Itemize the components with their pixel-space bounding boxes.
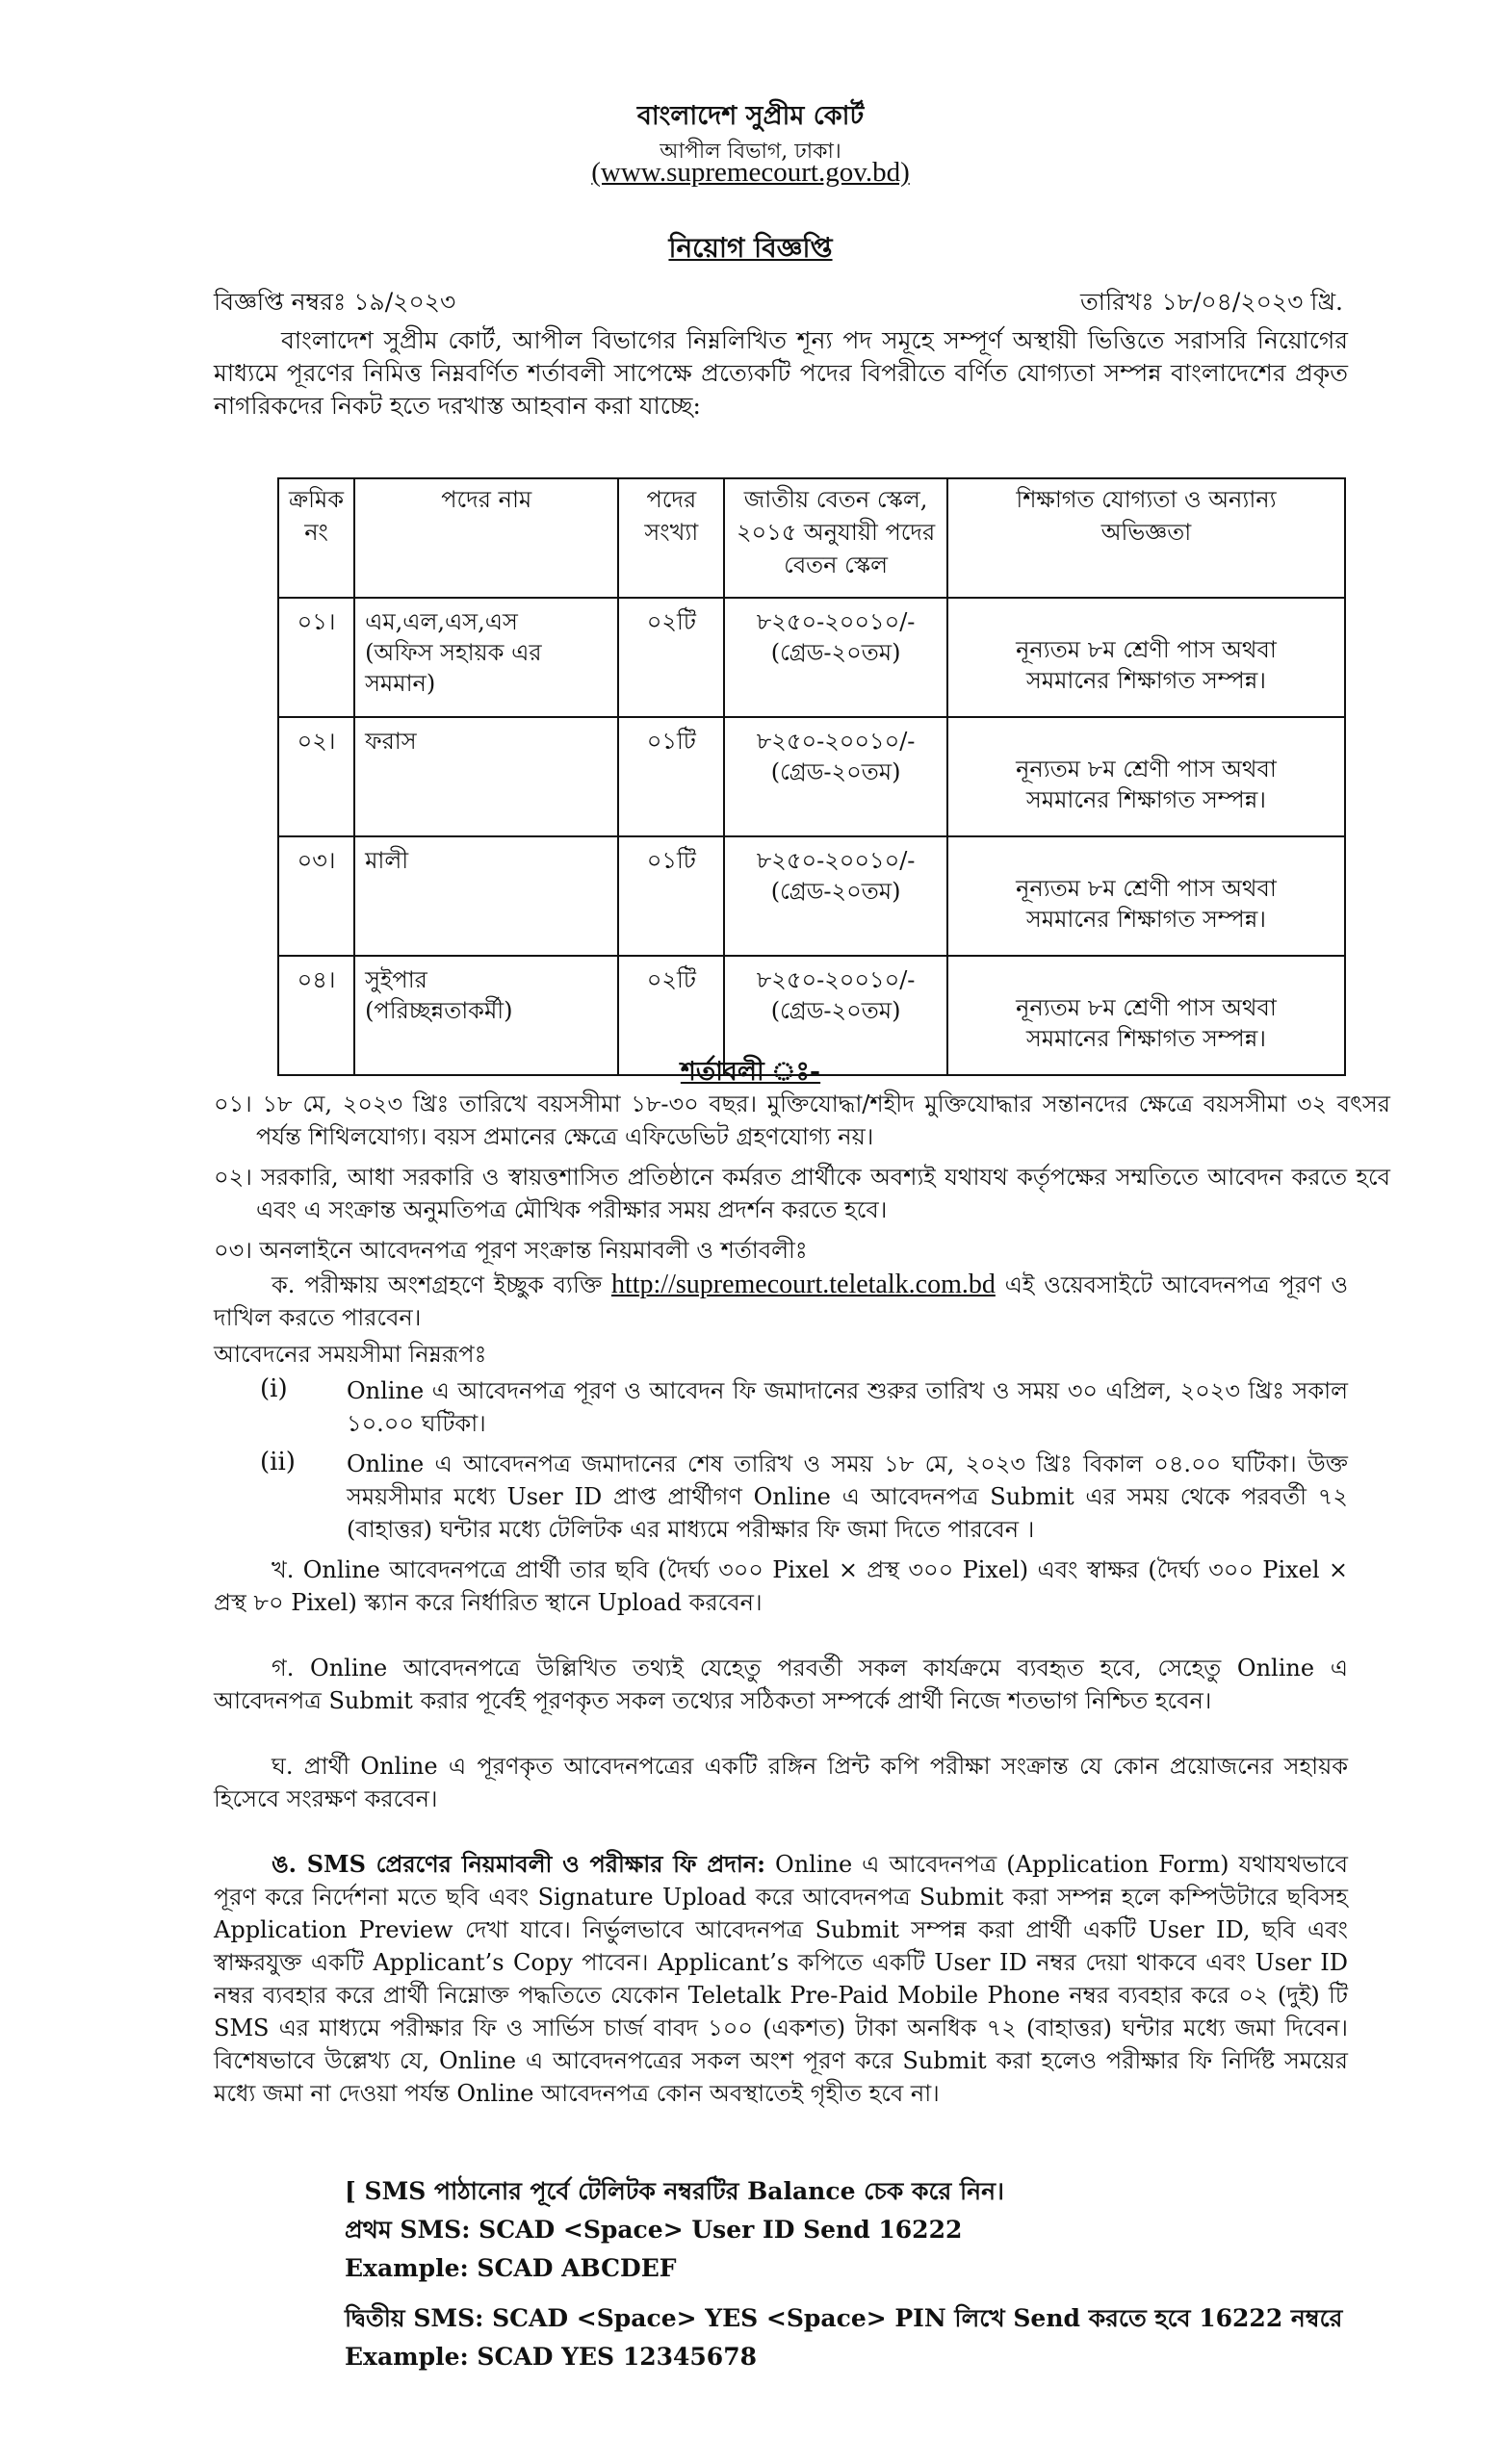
col-post: পদের নাম	[354, 478, 618, 598]
cell-scale: ৮২৫০-২০০১০/- (গ্রেড-২০তম)	[724, 956, 947, 1075]
col-serial: ক্রমিক নং	[278, 478, 354, 598]
cell-count: ০১টি	[618, 717, 724, 836]
table-row	[278, 717, 1345, 836]
vacancy-table	[277, 477, 1346, 1076]
item-i-text: Online এ আবেদনপত্র পূরণ ও আবেদন ফি জমাদানের শুরুর তারিখ ও সময় ৩০ এপ্রিল, ২০২৩ খ্রিঃ সকাল ১০.০০ ঘটিকা।	[347, 1377, 1348, 1437]
division-name: আপীল বিভাগ, ঢাকা।	[660, 140, 841, 164]
condition-ga: গ. Online আবেদনপত্রে উল্লিখিত তথ্যই যেহেতু পরবর্তী সকল কার্যক্রমে ব্যবহৃত হবে, সেহেতু Online এ আবেদনপত্র Submit করার পূর্বেই পূরণকৃত সকল তথ্যের সঠিকতা সম্পর্কে প্রার্থী নিজে শতভাগ নিশ্চিত হবেন।	[214, 1655, 1348, 1714]
table-row	[278, 836, 1345, 956]
cell-count: ০২টি	[618, 956, 724, 1075]
condition-kha: খ. Online আবেদনপত্রে প্রার্থী তার ছবি (দৈর্ঘ্য ৩০০ Pixel × প্রস্থ ৩০০ Pixel) এবং স্বাক্ষর (দৈর্ঘ্য ৩০০ Pixel × প্রস্থ ৮০ Pixel) স্ক্যান করে নির্ধারিত স্থানে Upload করবেন।	[214, 1556, 1348, 1616]
cell-qualification: নূন্যতম ৮ম শ্রেণী পাস অথবা সমমানের শিক্ষাগত সম্পন্ন।	[947, 836, 1345, 956]
cell-qualification: নূন্যতম ৮ম শ্রেণী পাস অথবা সমমানের শিক্ষাগত সম্পন্ন।	[947, 717, 1345, 836]
intro-paragraph	[214, 324, 1348, 423]
cell-scale: ৮২৫০-২০০১০/- (গ্রেড-২০তম)	[724, 598, 947, 717]
condition-gha: ঘ. প্রার্থী Online এ পূরণকৃত আবেদনপত্রের একটি রঙ্গিন প্রিন্ট কপি পরীক্ষা সংক্রান্ত যে কোন প্রয়োজনের সহায়ক হিসেবে সংরক্ষণ করবেন।	[214, 1753, 1348, 1812]
cell-serial: ০৪।	[278, 956, 354, 1075]
apply-url-link[interactable]: http://supremecourt.teletalk.com.bd	[610, 1270, 996, 1299]
cell-post: সুইপার (পরিচ্ছন্নতাকর্মী)	[354, 956, 618, 1075]
condition-1: ০১। ১৮ মে, ২০২৩ খ্রিঃ তারিখে বয়সসীমা ১৮-৩০ বছর। মুক্তিযোদ্ধা/শহীদ মুক্তিযোদ্ধার সন্তানদের ক্ষেত্রে বয়সসীমা ৩২ বৎসর পর্যন্ত শিথিলযোগ্য। বয়স প্রমানের ক্ষেত্রে এফিডেভিট গ্রহণযোগ্য নয়।	[214, 1091, 1390, 1150]
website	[0, 157, 1501, 189]
cell-count: ০২টি	[618, 598, 724, 717]
timeline-label: আবেদনের সময়সীমা নিম্নরূপঃ	[214, 1341, 487, 1368]
item-i-label: (i)	[260, 1374, 288, 1403]
cell-scale: ৮২৫০-২০০১০/- (গ্রেড-২০তম)	[724, 717, 947, 836]
cell-serial: ০৩।	[278, 836, 354, 956]
uma-heading: ঙ. SMS প্রেরণের নিয়মাবলী ও পরীক্ষার ফি প্রদান:	[272, 1850, 765, 1878]
condition-ka: ক. পরীক্ষায় অংশগ্রহণে ইচ্ছুক ব্যক্তি http://supremecourt.teletalk.com.bd এই ওয়েবসাইটে আবেদনপত্র পূরণ ও দাখিল করতে পারবেন।	[214, 1270, 1349, 1331]
col-qualification: শিক্ষাগত যোগ্যতা ও অন্যান্য অভিজ্ঞতা	[947, 478, 1345, 598]
title-text: নিয়োগ বিজ্ঞপ্তি	[668, 232, 833, 264]
sms-second: দ্বিতীয় SMS: SCAD <Space> YES <Space> PIN লিখে Send করতে হবে 16222 নম্বরে	[345, 2304, 1343, 2332]
cell-post: ফরাস	[354, 717, 618, 836]
table-header-row	[278, 478, 1345, 598]
website-link[interactable]: (www.supremecourt.gov.bd)	[591, 157, 910, 188]
sms-example-1: Example: SCAD ABCDEF	[345, 2254, 677, 2282]
page-title	[0, 227, 1501, 272]
col-scale: জাতীয় বেতন স্কেল, ২০১৫ অনুযায়ী পদের বেতন স্কেল	[724, 478, 947, 598]
condition-uma	[214, 1848, 1348, 2110]
uma-body: Online এ আবেদনপত্র (Application Form) যথাযথভাবে পূরণ করে নির্দেশনা মতে ছবি এবং Signature Upload করে আবেদনপত্র Submit করা সম্পন্ন হলে কম্পিউটারে ছবিসহ Application Preview দেখা যাবে। নির্ভুলভাবে আবেদনপত্র Submit সম্পন্ন করা প্রার্থী একটি User ID, ছবি এবং স্বাক্ষরযুক্ত একটি Applicant’s Copy পাবেন। Applicant’s কপিতে একটি User ID নম্বর দেয়া থাকবে এবং User ID নম্বর ব্যবহার করে প্রার্থী নিম্নোক্ত পদ্ধতিতে যেকোন Teletalk Pre-Paid Mobile Phone নম্বর ব্যবহার করে ০২ (দুই) টি SMS এর মাধ্যমে পরীক্ষার ফি ও সার্ভিস চার্জ বাবদ ১০০ (একশত) টাকা অনধিক ৭২ (বাহাত্তর) ঘন্টার মধ্যে জমা দিবেন। বিশেষভাবে উল্লেখ্য যে, Online এ আবেদনপত্রের সকল অংশ পূরণ করে Submit করা হলেও পরীক্ষার ফি নির্দিষ্ট সময়ের মধ্যে জমা না দেওয়া পর্যন্ত Online আবেদনপত্র কোন অবস্থাতেই গৃহীত হবে না।	[214, 1851, 1349, 2107]
cell-count: ০১টি	[618, 836, 724, 956]
sms-example-2: Example: SCAD YES 12345678	[345, 2343, 757, 2371]
item-ii-text: Online এ আবেদনপত্র জমাদানের শেষ তারিখ ও সময় ১৮ মে, ২০২৩ খ্রিঃ বিকাল ০৪.০০ ঘটিকা। উক্ত সময়সীমার মধ্যে User ID প্রাপ্ত প্রার্থীগণ Online এ আবেদনপত্র Submit এর সময় থেকে পরবর্তী ৭২ (বাহাত্তর) ঘন্টার মধ্যে টেলিটক এর মাধ্যমে পরীক্ষার ফি জমা দিতে পারবেন ।	[347, 1450, 1348, 1543]
item-ii-label: (ii)	[260, 1448, 296, 1476]
cell-scale: ৮২৫০-২০০১০/- (গ্রেড-২০তম)	[724, 836, 947, 956]
cell-qualification: নূন্যতম ৮ম শ্রেণী পাস অথবা সমমানের শিক্ষাগত সম্পন্ন।	[947, 598, 1345, 717]
cell-serial: ০২।	[278, 717, 354, 836]
table-row	[278, 598, 1345, 717]
conditions-title: শর্তাবলী ঃ-	[680, 1057, 821, 1087]
org-name: বাংলাদেশ সুপ্রীম কোর্ট	[636, 101, 865, 131]
condition-2: ০২। সরকারি, আধা সরকারি ও স্বায়ত্তশাসিত প্রতিষ্ঠানে কর্মরত প্রার্থীকে অবশ্যই যথাযথ কর্তৃপক্ষের সম্মতিতে আবেদন করতে হবে এবং এ সংক্রান্ত অনুমতিপত্র মৌখিক পরীক্ষার সময় প্রদর্শন করতে হবে।	[214, 1164, 1390, 1223]
sms-first: প্রথম SMS: SCAD <Space> User ID Send 16222	[345, 2216, 963, 2244]
notice-date: তারিখঃ ১৮/০৪/২০২৩ খ্রি.	[1079, 288, 1343, 316]
notice-number: বিজ্ঞপ্তি নম্বরঃ ১৯/২০২৩	[214, 288, 456, 316]
condition-3: ০৩। অনলাইনে আবেদনপত্র পূরণ সংক্রান্ত নিয়মাবলী ও শর্তাবলীঃ	[214, 1237, 808, 1264]
cell-serial: ০১।	[278, 598, 354, 717]
intro-text: বাংলাদেশ সুপ্রীম কোর্ট, আপীল বিভাগের নিম্নলিখিত শূন্য পদ সমূহে সম্পূর্ণ অস্থায়ী ভিত্তিতে সরাসরি নিয়োগের মাধ্যমে পূরণের নিমিত্ত নিম্নবর্ণিত শর্তাবলী সাপেক্ষে প্রত্যেকটি পদের বিপরীতে বর্ণিত যোগ্যতা সম্পন্ন বাংলাদেশের প্রকৃত নাগরিকদের নিকট হতে দরখাস্ত আহবান করা যাচ্ছে:	[214, 326, 1348, 420]
cell-post: এম,এল,এস,এস (অফিস সহায়ক এর সমমান)	[354, 598, 618, 717]
col-count: পদের সংখ্যা	[618, 478, 724, 598]
cell-qualification: নূন্যতম ৮ম শ্রেণী পাস অথবা সমমানের শিক্ষাগত সম্পন্ন।	[947, 956, 1345, 1075]
sms-note: [ SMS পাঠানোর পূর্বে টেলিটক নম্বরটির Balance চেক করে নিন।	[345, 2177, 1004, 2205]
cell-post: মালী	[354, 836, 618, 956]
